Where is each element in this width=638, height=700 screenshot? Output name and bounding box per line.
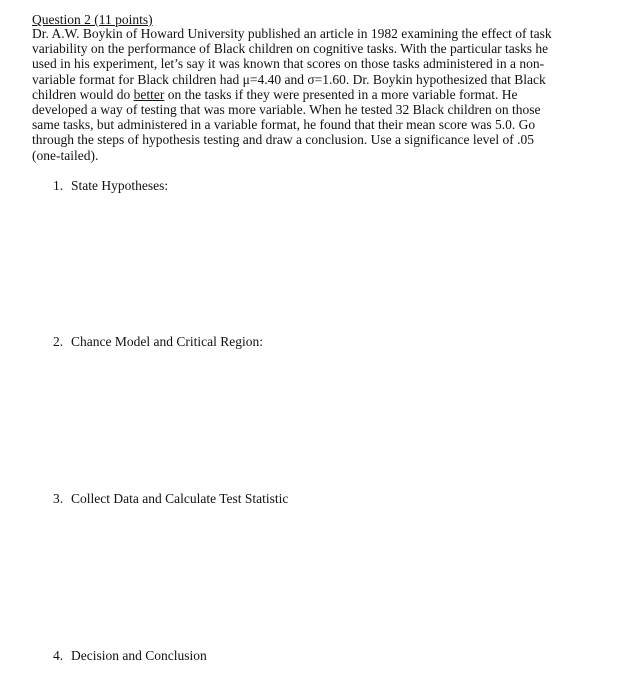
prompt-line: through the steps of hypothesis testing and draw a conclusion. Use a significance level of .05 xyxy=(32,132,535,148)
prompt-line-start: children would do xyxy=(32,86,134,102)
prompt-line: same tasks, but administered in a variable format, he found that their mean score was 5.0. Go xyxy=(32,117,536,133)
prompt-line: used in his experiment, let’s say it was known that scores on those tasks administered in a non- xyxy=(32,56,545,72)
step-decision xyxy=(53,648,207,664)
step-number: 1. xyxy=(53,178,64,193)
step-label: Chance Model and Critical Region: xyxy=(71,334,263,349)
step-chance-model xyxy=(53,334,263,350)
step-state-hypotheses xyxy=(53,178,168,194)
question-prompt xyxy=(32,26,577,163)
prompt-line: variable format for Black children had μ=4.40 and σ=1.60. Dr. Boykin hypothesized that Black xyxy=(32,71,546,87)
prompt-line: developed a way of testing that was more variable. When he tested 32 Black children on those xyxy=(32,102,541,118)
prompt-line xyxy=(32,87,577,102)
question-heading: Question 2 (11 points) xyxy=(32,12,153,27)
prompt-line: variability on the performance of Black children on cognitive tasks. With the particular tasks he xyxy=(32,41,549,57)
step-label: Decision and Conclusion xyxy=(71,648,207,663)
prompt-line: Dr. A.W. Boykin of Howard University published an article in 1982 examining the effect of task xyxy=(32,26,552,41)
step-number: 4. xyxy=(53,648,64,663)
step-collect-data xyxy=(53,491,288,507)
prompt-line: (one-tailed). xyxy=(32,147,99,163)
prompt-line-end: on the tasks if they were presented in a more variable format. He xyxy=(164,86,518,102)
emphasized-word: better xyxy=(133,86,165,102)
step-number: 3. xyxy=(53,491,64,506)
step-label: State Hypotheses: xyxy=(71,178,169,193)
step-number: 2. xyxy=(53,334,64,349)
step-label: Collect Data and Calculate Test Statistic xyxy=(71,491,289,506)
